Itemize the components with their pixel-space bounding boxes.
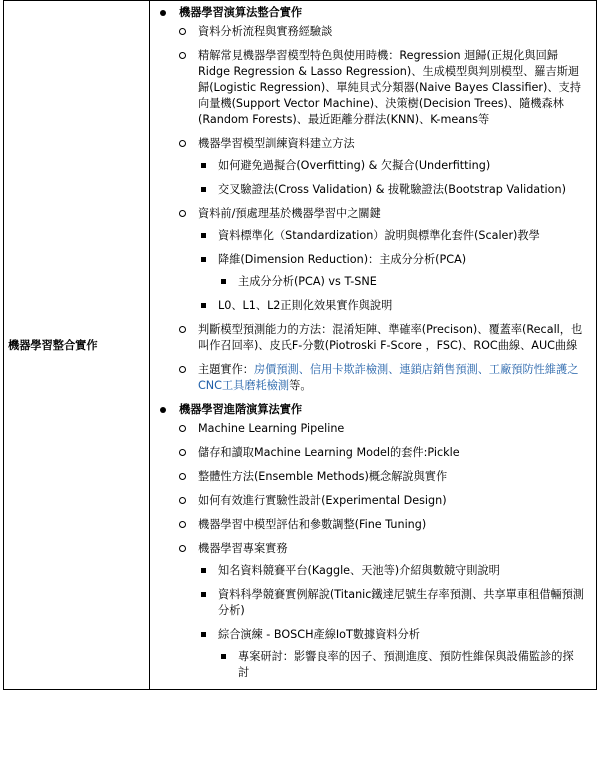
list-item: [171, 136, 584, 198]
sub-list-item: [198, 298, 584, 314]
list-item-text: 整體性方法(Ensemble Methods)概念解說與實作: [198, 470, 448, 483]
section-2-items: [179, 421, 592, 681]
sub-list-item-text: 資料科學競賽實例解說(Titanic鐵達尼號生存率預測、共享單車租借輛預測分析): [218, 588, 584, 617]
content-cell: [150, 1, 597, 690]
sub-list-item-text: 知名資料競賽平台(Kaggle、天池等)介紹與數競守則說明: [218, 564, 500, 577]
sub-list-item: [198, 587, 584, 619]
theme-prefix: 主題實作：: [198, 363, 254, 376]
theme-link[interactable]: 房價預測、信用卡欺詐檢測、連鎖店銷售預測、工廠預防性維護之CNC工具磨耗檢測: [198, 363, 579, 392]
list-item: [171, 517, 584, 533]
sub-list-item-text: 綜合演練 - BOSCH產線IoT數據資料分析: [218, 628, 420, 641]
sub-sub-list-item-text: 專案研討：影響良率的因子、預測進度、預防性維保與設備監診的探討: [238, 650, 574, 679]
sub-list-item: [198, 627, 584, 681]
sub-sub-list: [218, 649, 584, 681]
sub-sub-list-item: [218, 274, 584, 290]
sub-list-item-text: 如何避免過擬合(Overfitting) & 欠擬合(Underfitting): [218, 159, 491, 172]
list-item: [171, 362, 584, 394]
section-2-title: 機器學習進階演算法實作: [179, 403, 303, 416]
list-item: [171, 322, 584, 354]
list-item-text: 機器學習中模型評估和參數調整(Fine Tuning): [198, 518, 427, 531]
list-item-text: 資料分析流程與實務經驗談: [198, 25, 333, 38]
list-item-text: 機器學習模型訓練資料建立方法: [198, 137, 355, 150]
sub-list-item-text: 降維(Dimension Reduction)：主成分分析(PCA): [218, 253, 467, 266]
section-1-title: 機器學習演算法整合實作: [179, 6, 303, 19]
list-item: [171, 206, 584, 314]
list-item-text: 機器學習專案實務: [198, 542, 288, 555]
table-row: [4, 1, 597, 690]
section-1: [150, 5, 592, 394]
section-1-items: [179, 24, 592, 394]
sub-list-item: [198, 252, 584, 290]
course-table: [3, 0, 597, 690]
sub-list-item: [198, 228, 584, 244]
theme-suffix: 等。: [289, 379, 312, 392]
section-2: [150, 402, 592, 681]
list-item: [171, 445, 584, 461]
list-item: [171, 24, 584, 40]
sub-list-item-text: L0、L1、L2正則化效果實作與說明: [218, 299, 393, 312]
list-item: [171, 541, 584, 681]
sub-list: [198, 158, 584, 198]
list-item-text: 資料前/預處理基於機器學習中之關鍵: [198, 207, 381, 220]
row-label-cell: [4, 1, 150, 690]
list-item-text: Machine Learning Pipeline: [198, 422, 345, 435]
list-item-text: 如何有效進行實驗性設計(Experimental Design): [198, 494, 447, 507]
sub-list-item: [198, 182, 584, 198]
list-item: [171, 493, 584, 509]
list-item-text: 判斷模型預測能力的方法：混淆矩陣、準確率(Precison)、覆蓋率(Recall，也叫作召回率)、皮氏F-分數(Piotroski F-Score ，FSC)、ROC曲線、AUC曲線: [198, 323, 583, 352]
sub-list: [198, 563, 584, 681]
sub-list-item-text: 交叉驗證法(Cross Validation) & 拔靴驗證法(Bootstrap Validation): [218, 183, 566, 196]
sub-sub-list-item: [218, 649, 584, 681]
sub-list-item: [198, 158, 584, 174]
list-item: [171, 48, 584, 128]
list-item-text: 儲存和讀取Machine Learning Model的套件:Pickle: [198, 446, 460, 459]
sub-list-item-text: 資料標準化（Standardization）說明與標準化套件(Scaler)教學: [218, 229, 540, 242]
sub-sub-list: [218, 274, 584, 290]
row-label: 機器學習整合實作: [8, 339, 98, 352]
sub-list-item: [198, 563, 584, 579]
section-list: [150, 5, 592, 681]
list-item: [171, 421, 584, 437]
sub-sub-list-item-text: 主成分分析(PCA) vs T-SNE: [238, 275, 377, 288]
list-item-text: 精解常見機器學習模型特色與使用時機：Regression 迴歸(正規化與回歸Ridge Regression & Lasso Regression)、生成模型與判別模型、羅吉斯迴歸(Logistic Regression)、單純貝式分類器(Naive Bayes Classifier)、支持向量機(Support Vector Machine)、決策樹(Decision Trees)、隨機森林(Random Forests)、最近距離分群法(KNN)、K-means等: [198, 49, 581, 126]
list-item: [171, 469, 584, 485]
sub-list: [198, 228, 584, 314]
